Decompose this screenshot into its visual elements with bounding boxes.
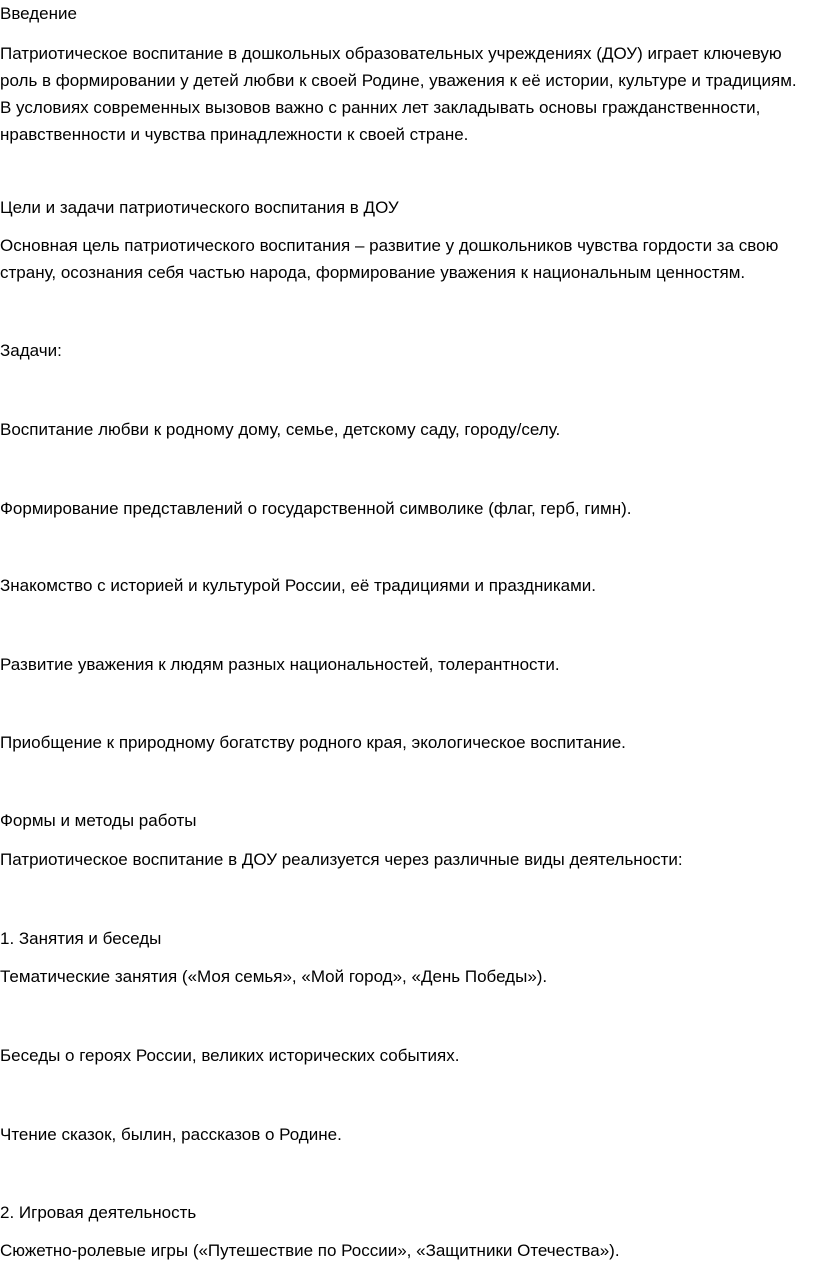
task-item: Знакомство с историей и культурой России, её традициями и праздниками. bbox=[0, 576, 597, 595]
tasks-heading: Задачи: bbox=[0, 341, 62, 360]
section2-item: Сюжетно-ролевые игры («Путешествие по России», «Защитники Отечества»). bbox=[0, 1241, 620, 1260]
section1-item: Чтение сказок, былин, рассказов о Родине. bbox=[0, 1125, 342, 1144]
task-item: Развитие уважения к людям разных национальностей, толерантности. bbox=[0, 655, 560, 674]
forms-heading: Формы и методы работы bbox=[0, 811, 197, 830]
goals-paragraph: Основная цель патриотического воспитания – развитие у дошкольников чувства гордости за свою страну, осознания себя частью народа, формирование уважения к национальным ценностям. bbox=[0, 236, 779, 282]
goals-heading: Цели и задачи патриотического воспитания в ДОУ bbox=[0, 198, 399, 217]
task-item: Приобщение к природному богатству родного края, экологическое воспитание. bbox=[0, 733, 626, 752]
section2-heading: 2. Игровая деятельность bbox=[0, 1203, 197, 1222]
section1-item: Тематические занятия («Моя семья», «Мой город», «День Победы»). bbox=[0, 967, 548, 986]
intro-paragraph: Патриотическое воспитание в дошкольных образовательных учреждениях (ДОУ) играет ключевую роль в формировании у детей любви к своей Родине, уважения к её истории, культуре и традициям. В условиях современных вызовов важно с ранних лет закладывать основы гражданственности, нравственности и чувства принадлежности к своей стране. bbox=[0, 44, 797, 144]
task-item: Формирование представлений о государственной символике (флаг, герб, гимн). bbox=[0, 499, 632, 518]
section1-item: Беседы о героях России, великих исторических событиях. bbox=[0, 1046, 460, 1065]
intro-heading: Введение bbox=[0, 4, 77, 23]
task-item: Воспитание любви к родному дому, семье, детскому саду, городу/селу. bbox=[0, 420, 561, 439]
section1-heading: 1. Занятия и беседы bbox=[0, 929, 162, 948]
forms-paragraph: Патриотическое воспитание в ДОУ реализуется через различные виды деятельности: bbox=[0, 850, 683, 869]
